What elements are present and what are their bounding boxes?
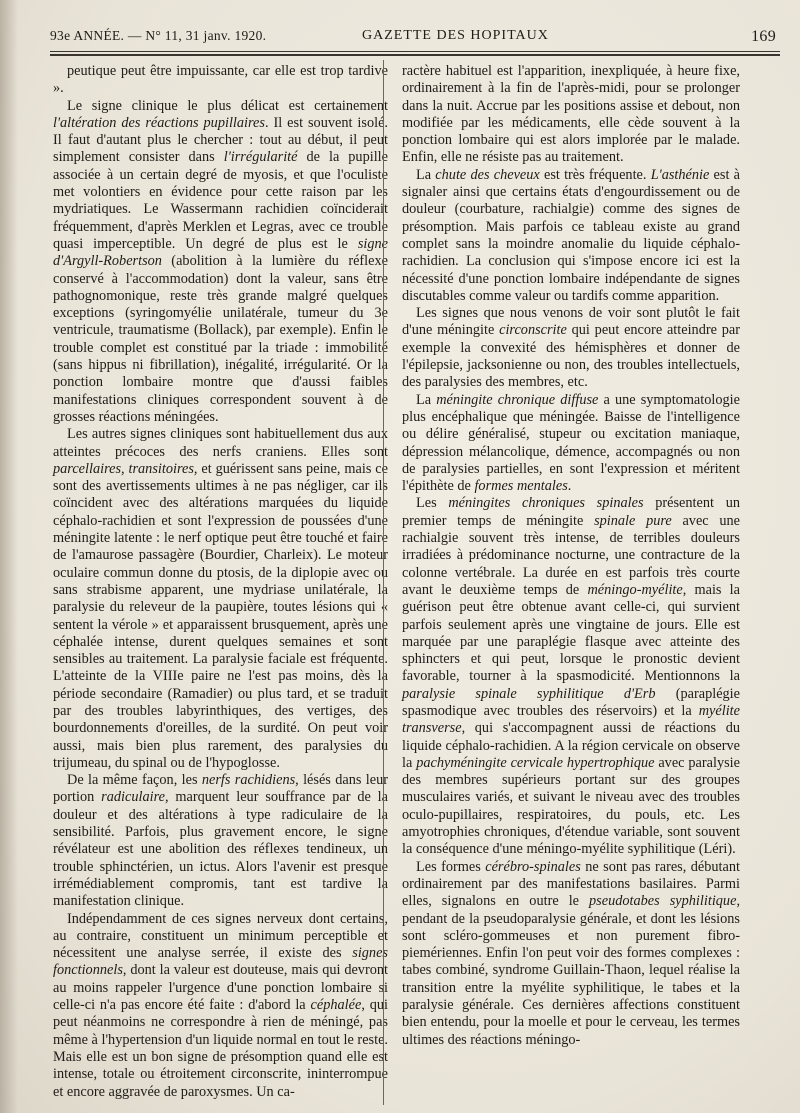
right-column [402, 63, 740, 1049]
journal-title: GAZETTE DES HOPITAUX [362, 28, 549, 43]
paragraph [402, 392, 740, 496]
paragraph [53, 63, 388, 98]
paragraph [402, 859, 740, 1049]
italic-text: l'irrégularité [223, 149, 298, 166]
text-run: , qui s'accompagnent aussi de réactions du liquide céphalo-rachidien. A la région cervicale on observe la [402, 720, 740, 771]
text-run: , marquent leur souffrance par de la douleur et des altérations à type radiculaire de la sensibilité. Parfois, plus gravement encore, le signe révélateur est une abolition des réflexes tendineux, un trouble sphinctérien, un ictus. Alors l'avenir est presque irrémédiablement compromis, tant est tardive la manifestation clinique. [53, 789, 389, 910]
text-run: Les autres signes cliniques sont habituellement dus aux atteintes précoces des nerfs craniens. Elles sont [53, 426, 388, 460]
text-run: La [416, 166, 436, 183]
italic-text: parcellaires, transitoires [53, 460, 194, 477]
italic-text: L'asthénie [650, 166, 710, 183]
page-edge-shadow [0, 0, 18, 1113]
paragraph [53, 911, 388, 1101]
text-run: Le signe clinique le plus délicat est certainement [67, 97, 388, 114]
paragraph [402, 167, 740, 305]
text-run: , lésés dans leur portion [53, 772, 388, 806]
italic-text: pachyméningite cervicale hypertrophique [416, 754, 655, 771]
text-run: ne sont pas rares, débutant ordinairement par des manifestations basilaires. Parmi elles, signalons en outre le [402, 858, 740, 910]
text-run: Les formes [416, 858, 486, 875]
text-run: ractère habituel est l'apparition, inexpliquée, à heure fixe, ordinairement à la fin de l'après-midi, pour se prolonger dans la nuit. Accrue par les positions assise et debout, non modifiée par les médicaments, elle cède souvent à la ponction lombaire qui est alors implorée par le malade. Enfin, elle ne résiste pas au traitement. [402, 63, 740, 166]
italic-text: pseudotabes syphilitique [589, 893, 737, 910]
italic-text: paralysie spinale syphilitique d'Erb [402, 685, 656, 702]
text-run: De la même façon, les [67, 772, 202, 789]
text-run: , pendant de la pseudoparalysie générale, et dont les lésions sont scléro-gommeuses et non purement fibro-piemériennes. Enfin l'on peut voir des formes complexes : tabes combiné, syndrome Guillain-Thaon, lequel réalise la transition entre la myélite syphilitique, le tabes et la paralysie générale. Ces dernières affections constituent bien entendu, pour la moelle et pour le cerveau, les termes ultimes des réactions méningo- [402, 893, 741, 1048]
paragraph [402, 305, 740, 391]
text-run: qui peut encore atteindre par exemple la convexité des hémisphères et donner de l'épilepsie, jacksonienne ou non, des troubles intellectuels, des paralysies des membres, etc. [402, 322, 740, 391]
text-run: La [416, 391, 437, 408]
left-column [53, 63, 388, 1101]
text-run: . [567, 478, 572, 495]
text-run: de la pupille associée à un certain degré de myosis, et que l'oculiste met volontiers en évidence pour cette raison par les mydriatiques. Le Wassermann rachidien coïnciderait fréquemment, d'après Merklen et Legras, avec ce trouble quasi imperceptible. Un degré de plus est le [53, 149, 388, 252]
italic-text: signe d'Argyll-Robertson [53, 235, 388, 270]
text-run: , qui peut néanmoins ne correspondre à rien de méningé, pas même à l'hypertension d'un liquide normal en tout le reste. Mais elle est un bon signe de présomption quand elle est intense, totale ou étroitement circonscrite, ininterrompue et encore aggravée de paroxysmes. Un ca- [53, 997, 388, 1100]
italic-text: céphalée [310, 997, 362, 1014]
issue-line: 93e ANNÉE. — N° 11, 31 janv. 1920. [50, 28, 267, 43]
italic-text: chute des cheveux [435, 166, 540, 183]
italic-text: spinale pure [594, 512, 672, 529]
paragraph [402, 63, 740, 167]
text-run: avec une rachialgie souvent très intense, de terribles douleurs irradiées à prédominance nocturne, une contracture de la colonne vertébrale. La durée en est parfois très courte avant le deuxième temps de [402, 512, 740, 598]
text-run: Indépendamment de ces signes nerveux dont certains, au contraire, constituent un minimum perceptible et nécessitent une analyse serrée, il existe des [53, 910, 388, 962]
paragraph [53, 98, 388, 427]
column-divider [383, 60, 384, 1105]
italic-text: cérébro-spinales [485, 858, 581, 875]
paragraph [402, 495, 740, 858]
italic-text: nerfs rachidiens [201, 772, 296, 789]
italic-text: méningites chroniques spinales [448, 495, 644, 512]
header-rule-thin [50, 51, 780, 52]
italic-text: méningite chronique diffuse [436, 391, 599, 408]
italic-text: formes mentales [474, 478, 568, 495]
text-run: . Il est souvent isolé. Il faut d'autant plus le chercher : tout au début, il peut simplement consister dans [53, 114, 388, 166]
italic-text: signes fonctionnels [53, 945, 388, 979]
paragraph [53, 426, 388, 772]
text-run: est très fréquente. [539, 166, 651, 183]
italic-text: circonscrite [499, 322, 567, 339]
text-run: est à signaler ainsi que certains états d'engourdissement ou de douleur (courbature, rachialgie) comme des signes de présomption. Mais parfois ce tableau existe au grand complet sans la moindre anomalie du liquide céphalo-rachidien. La conclusion qui s'impose encore ici est la nécessité d'une ponction lombaire indépendante de signes discutables comme valeur ou tardifs comme apparition. [402, 166, 740, 304]
text-run: , mais la guérison peut être obtenue avant celle-ci, qui survient parfois seulement après une vingtaine de jours. Elle est marquée par une paraplégie flasque avec atteinte des sphincters et qui peut, lorsque le pronostic devient favorable, tourner à la spasmodicité. Mentionnons la [402, 581, 741, 685]
text-run: (abolition à la lumière du réflexe conservé à l'accommodation) dont la valeur, sans être pathognomonique, reste très grande malgré quelques exceptions (syringomyélie unilatérale, tumeur du 3e ventricule, traumatisme (Bollack), par exemple). Enfin le trouble complet est constitué par la triade : immobilité (sans hippus ni fibrillation), inégalité, irrégularité. Or la ponction lombaire montre que d'aussi faibles manifestations cliniques correspondent souvent à de grosses réactions méningées. [53, 253, 388, 425]
text-run: , et guérissent sans peine, mais ce sont des avertissements ultimes à ne pas négliger, car ils coïncident avec des altérations marquées du liquide céphalo-rachidien et sont l'expression de poussées d'une méningite latente : le nerf optique peut être touché et faire de l'amaurose passagère (Bourdier, Charleix). Le moteur oculaire commun donne du ptosis, de la diplopie avec ou sans strabisme apparent, une mydriase unilatérale, la paralysie du releveur de la paupière, toutes lésions qui « sentent la vérole » et apparaissent brusquement, après une céphalée intense, durent quelques semaines et sont sensibles au traitement. La paralysie faciale est fréquente. L'atteinte de la VIIIe paire ne l'est pas moins, dès la période secondaire (Ramadier) ou plus tard, et se traduit par des troubles labyrinthiques, des vertiges, des bourdonnements d'oreilles, de la surdité. On peut voir aussi, mais bien plus rarement, des paralysies du trijumeau, du spinal ou de l'hypoglosse. [53, 460, 388, 771]
italic-text: méningo-myélite [587, 581, 683, 598]
italic-text: myélite transverse [402, 702, 740, 737]
page-header [50, 28, 776, 48]
text-run: peutique peut être impuissante, car elle est trop tardive ». [53, 63, 388, 97]
text-run: Les [416, 495, 449, 512]
text-run: , dont la valeur est douteuse, mais qui devront au moins rappeler l'urgence d'une ponction lombaire si celle-ci n'a pas encore été faite : d'abord la [53, 962, 388, 1014]
text-run: (paraplégie spasmodique avec troubles des réservoirs) et la [402, 685, 741, 719]
header-rule-thick [50, 54, 780, 56]
paragraph [53, 772, 388, 910]
text-run: Les signes que nous venons de voir sont plutôt le fait d'une méningite [402, 305, 740, 339]
italic-text: radiculaire [101, 789, 165, 806]
text-run: avec paralysie des membres supérieurs portant sur des groupes musculaires variés, et suivant le niveau avec des troubles oculo-pupillaires, respiratoires, du pouls, etc. Les amyotrophies chroniques, d'étendue variable, sont souvent la conséquence d'une méningo-myélite syphilitique (Léri). [402, 754, 740, 858]
italic-text: l'altération des réactions pupillaires [53, 114, 265, 131]
text-run: présentent un premier temps de méningite [402, 495, 740, 529]
page-number: 169 [751, 28, 776, 45]
text-run: a une symptomatologie plus encéphalique que méningée. Baisse de l'intelligence ou délire généralisé, stupeur ou excitation maniaque, dépression mélancolique, démence, accompagnés ou non de paralysies partielles, en sont l'expression et méritent l'épithète de [402, 391, 740, 495]
